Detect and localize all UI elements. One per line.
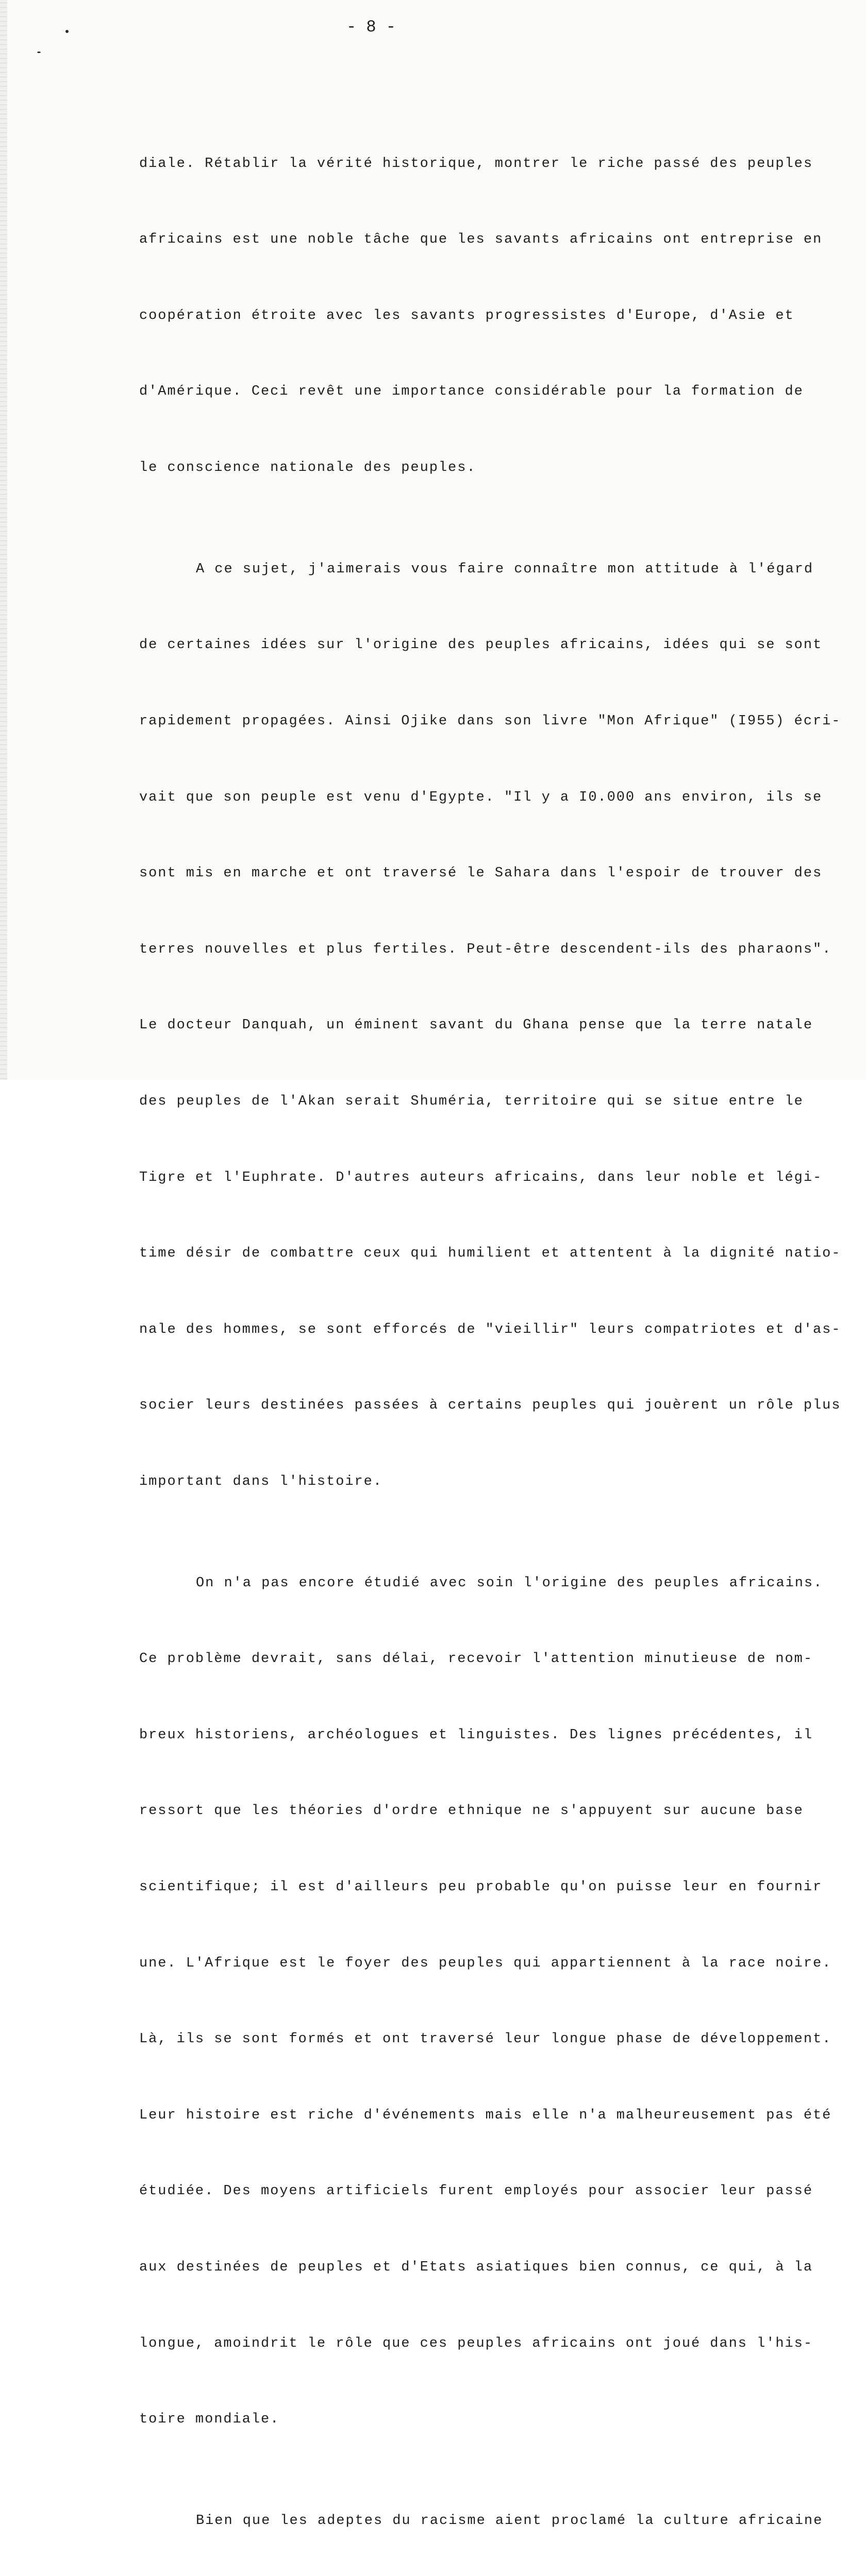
text-line: aux destinées de peuples et d'Etats asiatiques bien connus, ce qui, à la bbox=[139, 2260, 813, 2276]
text-line: étudiée. Des moyens artificiels furent employés pour associer leur passé bbox=[139, 2183, 813, 2199]
text-line: rapidement propagées. Ainsi Ojike dans son livre "Mon Afrique" (I955) écri- bbox=[139, 713, 841, 729]
text-line: Là, ils se sont formés et ont traversé leur longue phase de développement. bbox=[139, 2031, 832, 2047]
text-line: diale. Rétablir la vérité historique, montrer le riche passé des peuples bbox=[139, 156, 813, 172]
text-line: breux historiens, archéologues et linguistes. Des lignes précédentes, il bbox=[139, 1727, 813, 1743]
text-line: une. L'Afrique est le foyer des peuples qui appartiennent à la race noire. bbox=[139, 1955, 832, 1971]
text-line: Le docteur Danquah, un éminent savant du Ghana pense que la terre natale bbox=[139, 1018, 813, 1033]
text-line: socier leurs destinées passées à certains peuples qui jouèrent un rôle plus bbox=[139, 1398, 841, 1414]
text-line: toire mondiale. bbox=[139, 2412, 280, 2428]
text-line: nale des hommes, se sont efforcés de "vieillir" leurs compatriotes et d'as- bbox=[139, 1321, 841, 1337]
text-line: important dans l'histoire. bbox=[139, 1473, 382, 1489]
text-line: d'Amérique. Ceci revêt une importance considérable pour la formation de bbox=[139, 384, 804, 400]
text-line: time désir de combattre ceux qui humilient et attentent à la dignité natio- bbox=[139, 1246, 841, 1262]
text-line: vait que son peuple est venu d'Egypte. "Il y a I0.000 ans environ, ils se bbox=[139, 789, 823, 805]
text-line: longue, amoindrit le rôle que ces peuples africains ont joué dans l'his- bbox=[139, 2335, 813, 2351]
text-line: coopération étroite avec les savants progressistes d'Europe, d'Asie et bbox=[139, 308, 794, 324]
text-line: sont mis en marche et ont traversé le Sahara dans l'espoir de trouver des bbox=[139, 866, 823, 882]
scan-speck bbox=[37, 52, 41, 53]
text-line: scientifique; il est d'ailleurs peu probable qu'on puisse leur en fournir bbox=[139, 1879, 823, 1895]
scan-edge bbox=[0, 0, 7, 1080]
text-line: des peuples de l'Akan serait Shuméria, territoire qui se situe entre le bbox=[139, 1093, 804, 1109]
text-line: Leur histoire est riche d'événements mais elle n'a malheureusement pas été bbox=[139, 2107, 832, 2123]
text-line: de certaines idées sur l'origine des peuples africains, idées qui se sont bbox=[139, 637, 823, 653]
text-line: A ce sujet, j'aimerais vous faire connaître mon attitude à l'égard bbox=[196, 561, 814, 577]
page-number: - 8 - bbox=[346, 18, 396, 37]
text-line: Ce problème devrait, sans délai, recevoir l'attention minutieuse de nom- bbox=[139, 1651, 813, 1667]
text-line: le conscience nationale des peuples. bbox=[139, 460, 476, 476]
text-line: On n'a pas encore étudié avec soin l'origine des peuples africains. bbox=[196, 1575, 823, 1591]
body-text bbox=[139, 75, 858, 2576]
text-line: africains est une noble tâche que les savants africains ont entreprise en bbox=[139, 232, 823, 248]
text-line: Bien que les adeptes du racisme aient proclamé la culture africaine bbox=[196, 2513, 823, 2529]
text-line: terres nouvelles et plus fertiles. Peut-être descendent-ils des pharaons". bbox=[139, 941, 832, 957]
text-line: ressort que les théories d'ordre ethnique ne s'appuyent sur aucune base bbox=[139, 1803, 804, 1819]
text-line: Tigre et l'Euphrate. D'autres auteurs africains, dans leur noble et légi- bbox=[139, 1170, 823, 1185]
